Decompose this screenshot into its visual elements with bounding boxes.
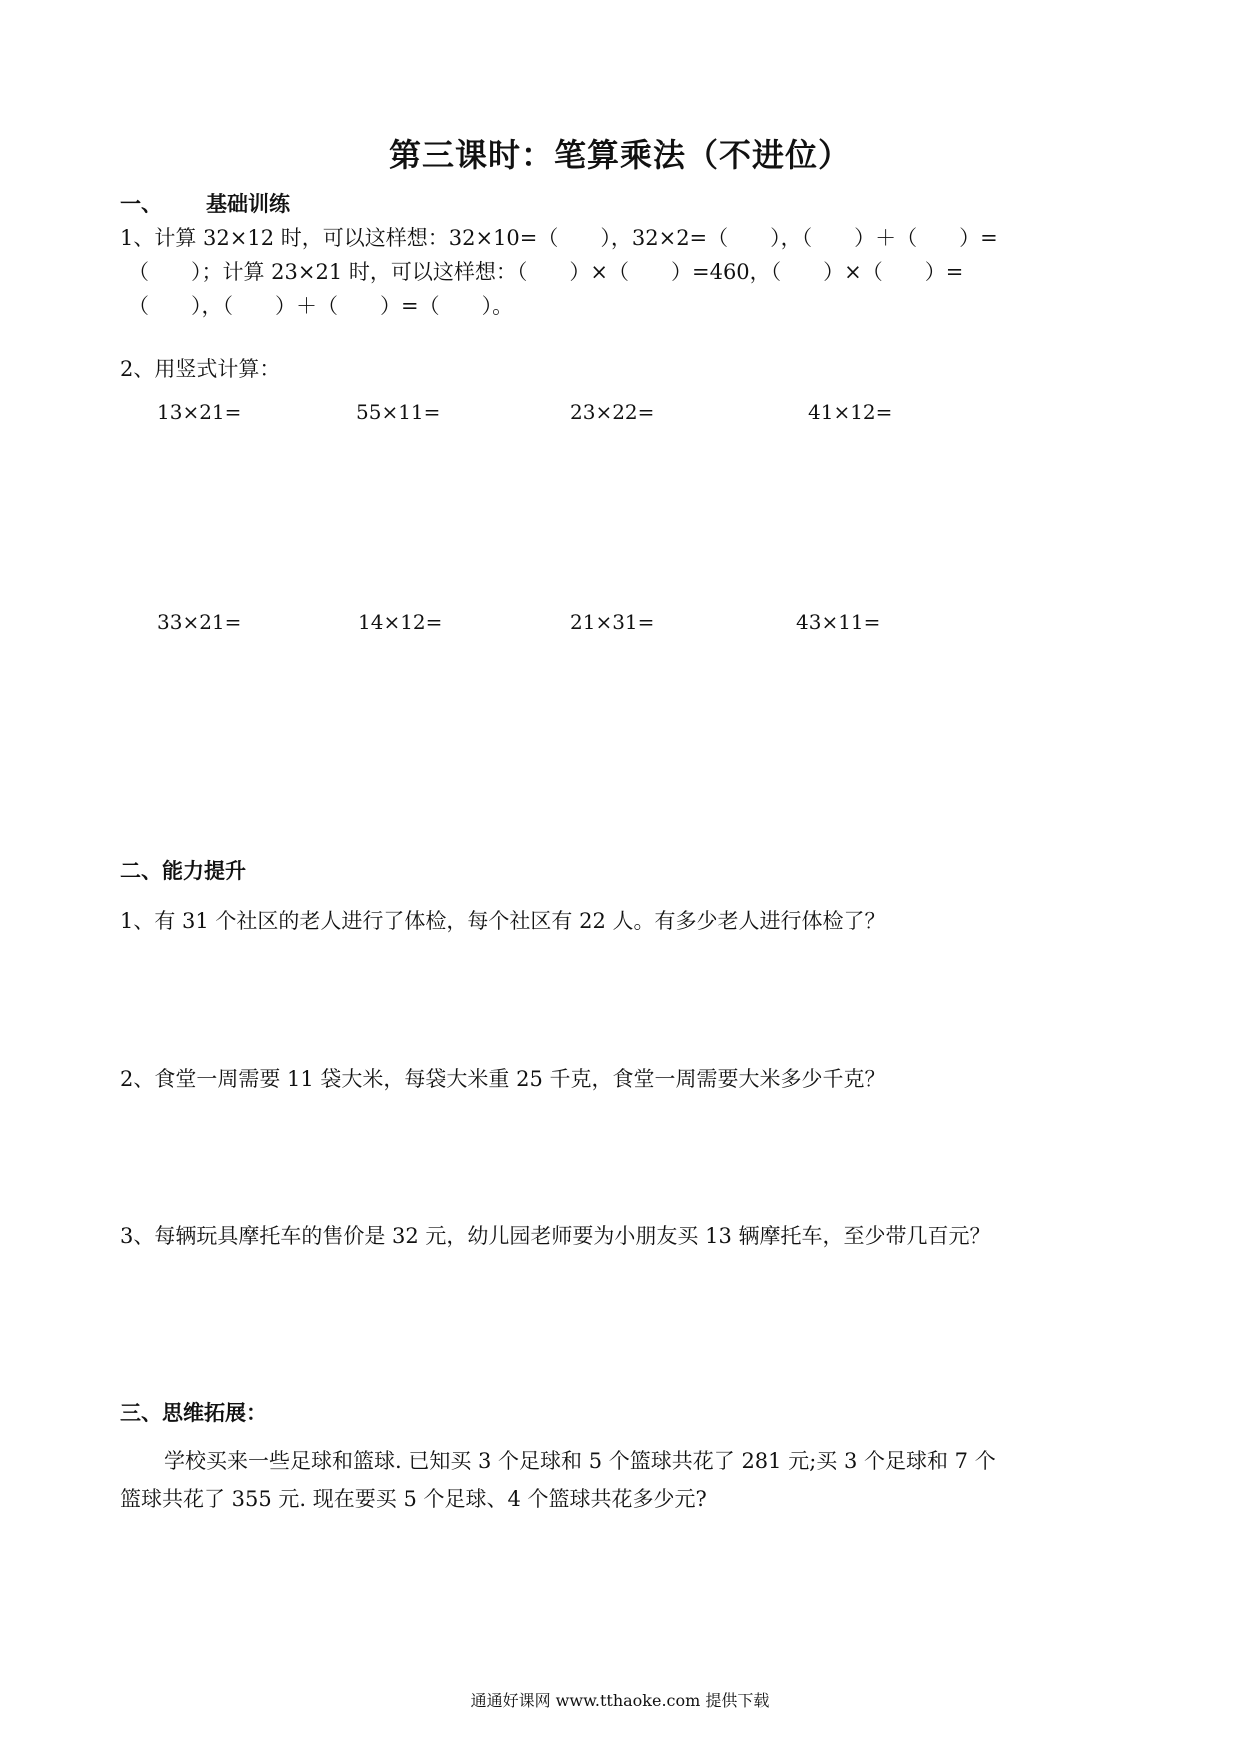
calc-item: 55×11=: [356, 400, 441, 424]
s1-q1-line1: 1、计算 32×12 时，可以这样想：32×10=（ ），32×2=（ ），（ ）＋（ ）=: [120, 226, 998, 250]
calc-item: 21×31=: [570, 610, 655, 634]
section2-heading: 二、能力提升: [120, 858, 246, 883]
calc-item: 41×12=: [808, 400, 893, 424]
s3-line1: 学校买来一些足球和篮球. 已知买 3 个足球和 5 个篮球共花了 281 元;买 3 个足球和 7 个: [164, 1449, 996, 1473]
section1-heading: 基础训练: [206, 191, 290, 216]
calc-item: 14×12=: [358, 610, 443, 634]
calc-item: 23×22=: [570, 400, 655, 424]
s3-line2: 篮球共花了 355 元. 现在要买 5 个足球、4 个篮球共花多少元?: [120, 1487, 707, 1511]
section1-number: 一、: [120, 191, 162, 216]
s2-q3: 3、每辆玩具摩托车的售价是 32 元，幼儿园老师要为小朋友买 13 辆摩托车，至少带几百元？: [120, 1224, 991, 1248]
calc-item: 33×21=: [157, 610, 242, 634]
page-title: 第三课时：笔算乘法（不进位）: [388, 136, 851, 174]
section3-heading: 三、思维拓展：: [120, 1400, 267, 1425]
footer: 通通好课网 www.tthaoke.com 提供下载: [470, 1691, 770, 1710]
s1-q1-line3: （ ），（ ）＋（ ）=（ ）。: [128, 294, 514, 318]
calc-item: 13×21=: [157, 400, 242, 424]
s2-q2: 2、食堂一周需要 11 袋大米，每袋大米重 25 千克，食堂一周需要大米多少千克？: [120, 1067, 886, 1091]
calc-item: 43×11=: [796, 610, 881, 634]
s2-q1: 1、有 31 个社区的老人进行了体检，每个社区有 22 人。有多少老人进行体检了？: [120, 909, 886, 933]
s1-q1-line2: （ ）；计算 23×21 时，可以这样想：（ ）×（ ）=460，（ ）×（ ）=: [128, 260, 964, 284]
s1-q2-prompt: 2、用竖式计算：: [120, 357, 281, 381]
